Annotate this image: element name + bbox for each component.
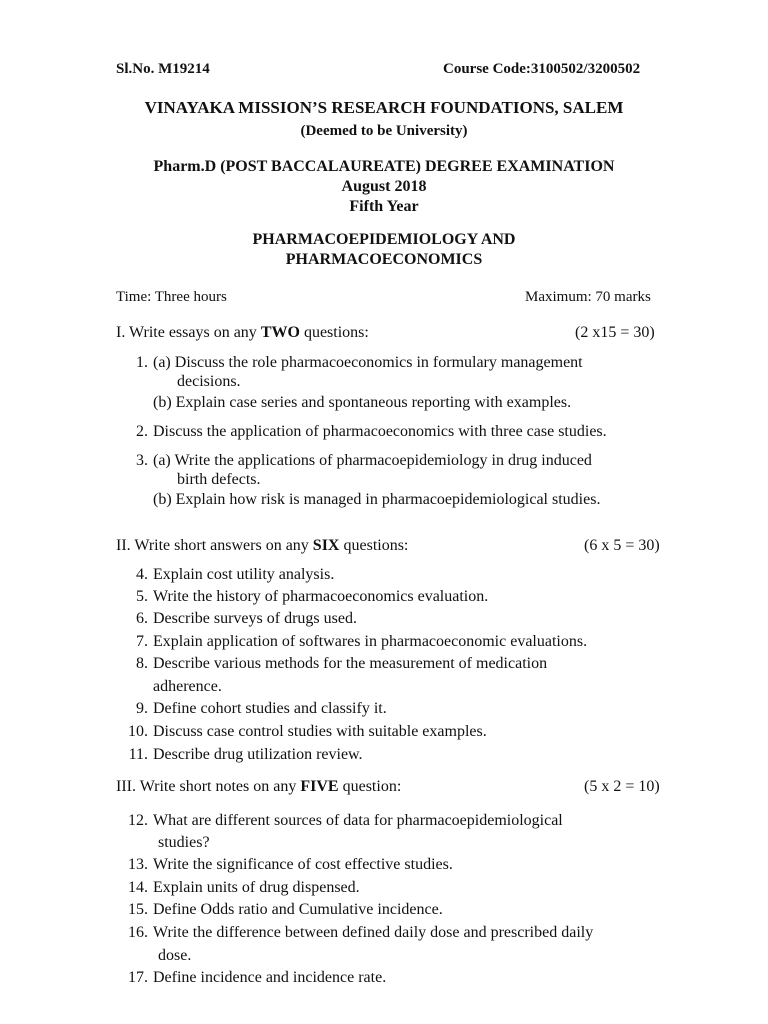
serial-number: Sl.No. M19214	[116, 61, 210, 77]
question-8-line1: Describe various methods for the measurement of medication	[153, 655, 548, 672]
question-15: Define Odds ratio and Cumulative incidence.	[153, 901, 443, 918]
exam-year: Fifth Year	[349, 198, 419, 215]
section-2-suffix: questions:	[339, 537, 409, 554]
question-number: 10.	[128, 723, 148, 740]
question-number: 7.	[136, 633, 148, 650]
question-13: Write the significance of cost effective studies.	[153, 856, 453, 873]
section-2-heading	[116, 537, 408, 555]
question-3b: (b) Explain how risk is managed in pharmacoepidemiological studies.	[153, 491, 601, 508]
question-number: 3.	[136, 452, 148, 469]
question-number: 4.	[136, 566, 148, 583]
question-3a-line1: (a) Write the applications of pharmacoepidemiology in drug induced	[153, 452, 592, 469]
section-1-marks: (2 x15 = 30)	[575, 324, 655, 341]
section-2-prefix: II. Write short answers on any	[116, 537, 313, 554]
question-12-line1: What are different sources of data for pharmacoepidemiological	[153, 812, 563, 829]
question-7: Explain application of softwares in pharmacoeconomic evaluations.	[153, 633, 588, 650]
section-3-emphasis: FIVE	[300, 778, 339, 795]
course-code: Course Code:3100502/3200502	[443, 61, 641, 77]
question-number: 15.	[128, 901, 148, 918]
subject-line-1: PHARMACOEPIDEMIOLOGY AND	[252, 231, 516, 248]
section-3-marks: (5 x 2 = 10)	[584, 778, 660, 795]
section-3-suffix: question:	[338, 778, 402, 795]
question-number: 11.	[128, 746, 148, 763]
question-1a-line1: (a) Discuss the role pharmacoeconomics in formulary management	[153, 354, 583, 371]
question-4: Explain cost utility analysis.	[153, 566, 335, 583]
section-2-marks: (6 x 5 = 30)	[584, 537, 660, 554]
question-number: 6.	[136, 610, 148, 627]
question-number: 13.	[128, 856, 148, 873]
question-5: Write the history of pharmacoeconomics evaluation.	[153, 588, 489, 605]
question-6: Describe surveys of drugs used.	[153, 610, 357, 627]
section-3-heading	[116, 778, 401, 796]
question-16-line1: Write the difference between defined daily dose and prescribed daily	[153, 924, 594, 941]
question-2: Discuss the application of pharmacoeconomics with three case studies.	[153, 423, 607, 440]
institution-name: VINAYAKA MISSION’S RESEARCH FOUNDATIONS, SALEM	[144, 98, 624, 117]
exam-time: Time: Three hours	[116, 289, 227, 305]
section-2-emphasis: SIX	[312, 537, 340, 554]
max-marks: Maximum: 70 marks	[525, 289, 651, 305]
section-1-suffix: questions:	[299, 324, 369, 341]
question-number: 8.	[136, 655, 148, 672]
question-number: 17.	[128, 969, 148, 986]
question-17: Define incidence and incidence rate.	[153, 969, 387, 986]
section-1-prefix: I. Write essays on any	[116, 324, 261, 341]
subject-line-2: PHARMACOECONOMICS	[285, 251, 483, 268]
institution-subtitle: (Deemed to be University)	[300, 123, 468, 139]
question-number: 14.	[128, 879, 148, 896]
section-1-heading	[116, 324, 369, 342]
question-3a-line2: birth defects.	[177, 471, 261, 488]
question-1a-line2: decisions.	[177, 373, 241, 390]
question-9: Define cohort studies and classify it.	[153, 700, 387, 717]
question-number: 9.	[136, 700, 148, 717]
question-8-line2: adherence.	[153, 678, 222, 695]
question-16-line2: dose.	[158, 947, 192, 964]
question-number: 12.	[128, 812, 148, 829]
section-1-emphasis: TWO	[260, 324, 300, 341]
question-14: Explain units of drug dispensed.	[153, 879, 360, 896]
question-11: Describe drug utilization review.	[153, 746, 363, 763]
question-number: 16.	[128, 924, 148, 941]
question-number: 2.	[136, 423, 148, 440]
section-3-prefix: III. Write short notes on any	[116, 778, 301, 795]
question-12-line2: studies?	[158, 834, 210, 851]
exam-session: August 2018	[341, 178, 427, 195]
question-10: Discuss case control studies with suitable examples.	[153, 723, 487, 740]
question-number: 1.	[136, 354, 148, 371]
question-number: 5.	[136, 588, 148, 605]
question-1b: (b) Explain case series and spontaneous reporting with examples.	[153, 394, 572, 411]
degree-title: Pharm.D (POST BACCALAUREATE) DEGREE EXAMINATION	[153, 158, 615, 175]
